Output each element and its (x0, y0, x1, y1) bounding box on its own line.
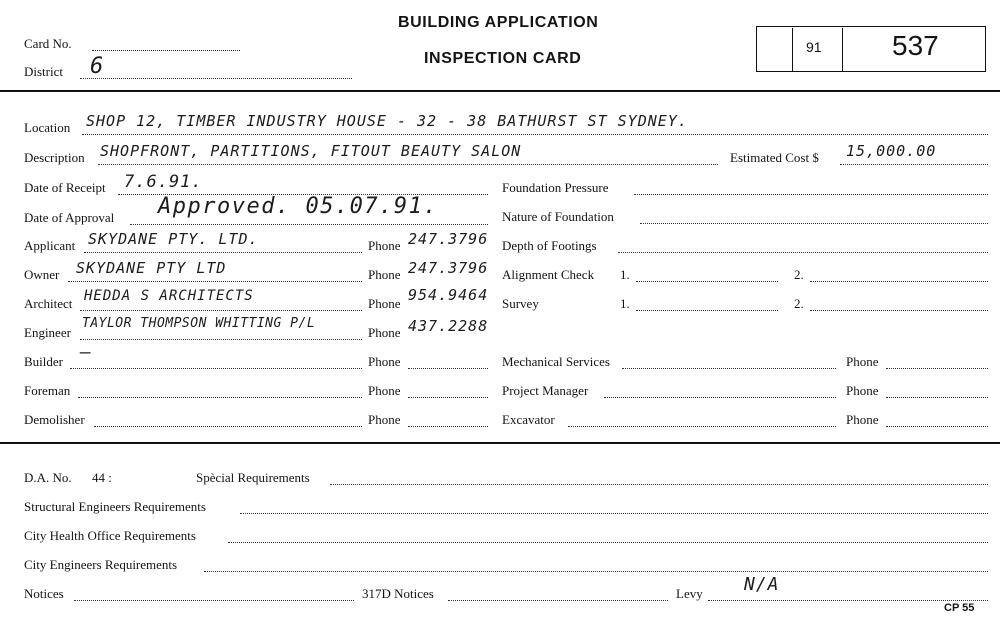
levy-value: N/A (744, 574, 780, 595)
applicant-line (84, 252, 362, 253)
mechanical-services-phone-label: Phone (846, 354, 879, 369)
levy-label: Levy (676, 586, 703, 601)
foreman-phone-line (408, 397, 488, 398)
architect-label: Architect (24, 296, 73, 311)
survey-n2: 2. (794, 296, 804, 311)
engineers-requirements-label: City Engineers Requirements (24, 557, 178, 572)
foreman-phone-label: Phone (368, 383, 401, 398)
footer-rule (0, 442, 1000, 444)
foundation-pressure-line (634, 194, 988, 195)
special-requirements-line (330, 484, 988, 485)
card-no-line (92, 50, 240, 51)
box-divider-1 (792, 28, 793, 72)
architect-line (80, 310, 362, 311)
excavator-phone-line (886, 426, 988, 427)
depth-of-footings-label: Depth of Footings (502, 238, 597, 253)
builder-label: Builder (24, 354, 63, 369)
demolisher-phone-label: Phone (368, 412, 401, 427)
district-value: 6 (90, 54, 105, 79)
date-of-approval-value: Approved. 05.07.91. (158, 194, 439, 219)
nature-of-foundation-label: Nature of Foundation (502, 209, 614, 224)
location-label: Location (24, 120, 71, 135)
engineer-phone: 437.2288 (408, 317, 489, 335)
box-number: 537 (892, 30, 939, 61)
owner-phone-label: Phone (368, 267, 401, 282)
demolisher-label: Demolisher (24, 412, 85, 427)
applicant-phone-label: Phone (368, 238, 401, 253)
builder-phone-line (408, 368, 488, 369)
engineer-phone-label: Phone (368, 325, 401, 340)
owner-phone: 247.3796 (408, 259, 489, 277)
card-no-label: Card No. (24, 36, 72, 51)
description-label: Description (24, 150, 85, 165)
box-year: 91 (806, 39, 822, 55)
builder-phone-label: Phone (368, 354, 401, 369)
engineer-line (80, 339, 362, 340)
owner-label: Owner (24, 267, 60, 282)
health-requirements-label: City Health Office Requirements (24, 528, 196, 543)
notices-317d-line (448, 600, 668, 601)
estimated-cost-label: Estimated Cost $ (730, 150, 819, 165)
da-no-label: D.A. No. (24, 470, 72, 485)
structural-requirements-line (240, 513, 988, 514)
date-of-receipt-label: Date of Receipt (24, 180, 106, 195)
da-no-value: 44 : (92, 470, 112, 485)
engineers-requirements-line (204, 571, 988, 572)
description-value: SHOPFRONT, PARTITIONS, FITOUT BEAUTY SALON (100, 142, 522, 160)
applicant-value: SKYDANE PTY. LTD. (88, 230, 259, 248)
excavator-line (568, 426, 836, 427)
engineer-label: Engineer (24, 325, 71, 340)
alignment-check-line-1 (636, 281, 778, 282)
date-of-receipt-value: 7.6.91. (124, 172, 203, 192)
date-of-approval-label: Date of Approval (24, 210, 115, 225)
mechanical-services-line (622, 368, 836, 369)
health-requirements-line (228, 542, 988, 543)
estimated-cost-value: 15,000.00 (846, 142, 937, 160)
project-manager-phone-label: Phone (846, 383, 879, 398)
alignment-check-n1: 1. (620, 267, 630, 282)
alignment-check-n2: 2. (794, 267, 804, 282)
district-label: District (24, 64, 63, 79)
location-line (82, 134, 988, 135)
foreman-label: Foreman (24, 383, 71, 398)
demolisher-line (94, 426, 362, 427)
description-line (98, 164, 718, 165)
notices-line (74, 600, 354, 601)
notices-label: Notices (24, 586, 64, 601)
form-code: CP 55 (944, 602, 975, 614)
project-manager-phone-line (886, 397, 988, 398)
card-number-box (756, 26, 986, 72)
box-divider-2 (842, 28, 843, 72)
notices-317d-label: 317D Notices (362, 586, 434, 601)
header-rule (0, 90, 1000, 92)
title-line2: INSPECTION CARD (424, 50, 582, 67)
district-line (80, 78, 352, 79)
architect-phone: 954.9464 (408, 286, 489, 304)
location-value: SHOP 12, TIMBER INDUSTRY HOUSE - 32 - 38 BATHURST ST SYDNEY. (86, 112, 688, 130)
survey-n1: 1. (620, 296, 630, 311)
architect-value: HEDDA S ARCHITECTS (84, 288, 254, 304)
alignment-check-label: Alignment Check (502, 267, 595, 282)
project-manager-line (604, 397, 836, 398)
applicant-phone: 247.3796 (408, 230, 489, 248)
applicant-label: Applicant (24, 238, 76, 253)
date-of-approval-line (130, 224, 488, 225)
foundation-pressure-label: Foundation Pressure (502, 180, 609, 195)
project-manager-label: Project Manager (502, 383, 589, 398)
builder-line (70, 368, 362, 369)
builder-value: — (80, 342, 92, 363)
mechanical-services-phone-line (886, 368, 988, 369)
structural-requirements-label: Structural Engineers Requirements (24, 499, 206, 514)
estimated-cost-line (840, 164, 988, 165)
engineer-value: TAYLOR THOMPSON WHITTING P/L (82, 316, 316, 331)
depth-of-footings-line (618, 252, 988, 253)
title-line1: BUILDING APPLICATION (398, 14, 599, 31)
survey-label: Survey (502, 296, 539, 311)
special-requirements-label: Spècial Requirements (196, 470, 310, 485)
architect-phone-label: Phone (368, 296, 401, 311)
foreman-line (78, 397, 362, 398)
owner-value: SKYDANE PTY LTD (76, 259, 227, 277)
mechanical-services-label: Mechanical Services (502, 354, 610, 369)
alignment-check-line-2 (810, 281, 988, 282)
owner-line (68, 281, 362, 282)
survey-line-1 (636, 310, 778, 311)
excavator-phone-label: Phone (846, 412, 879, 427)
excavator-label: Excavator (502, 412, 555, 427)
levy-line (708, 600, 988, 601)
nature-of-foundation-line (640, 223, 988, 224)
survey-line-2 (810, 310, 988, 311)
demolisher-phone-line (408, 426, 488, 427)
